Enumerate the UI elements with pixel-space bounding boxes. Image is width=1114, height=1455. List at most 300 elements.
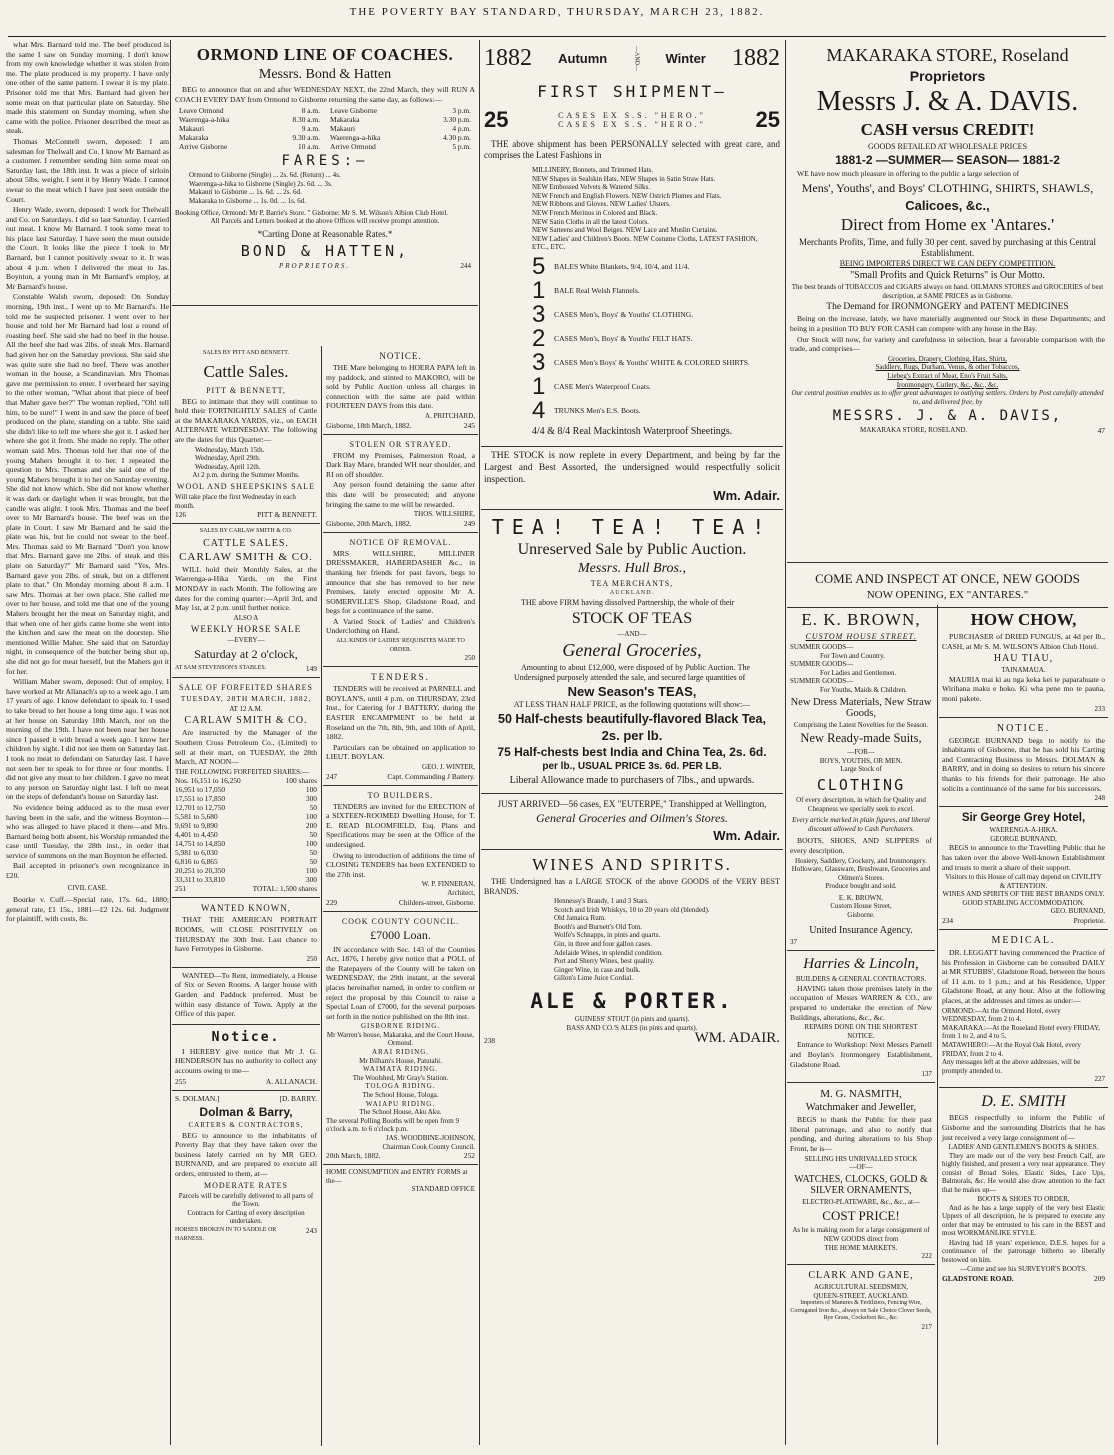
riding-place: Mr Warren's house, Makaraka, and the Court House, Ormond. — [326, 1030, 475, 1048]
following-shares: THE FOLLOWING FORFEITED SHARES:— — [175, 767, 309, 776]
summer-goods-target: For Youths, Maids & Children. — [820, 685, 907, 694]
allanach-notice — [172, 1025, 320, 1091]
auction-heading: Unreserved Sale by Public Auction. — [517, 540, 747, 558]
large-stock: Large Stock of — [840, 765, 882, 774]
wanted-heading: WANTED KNOWN, — [201, 903, 291, 914]
half-chests-india: 75 Half-chests best India and China Tea, 2s. 6d. — [497, 744, 767, 759]
home-text: HOME CONSUMPTION and ENTRY FORMS at the— — [326, 1168, 468, 1185]
guiness-text: GUINESS' STOUT (in pints and quarts). — [574, 1015, 690, 1024]
we-have-text: WE have now much pleasure in offering to the public a large selection of — [797, 169, 1020, 178]
stolen-strayed-advert — [323, 435, 478, 533]
proprietors-label: Proprietors — [909, 68, 986, 84]
stables-label: AT SAM STEVENSON'S STABLES. — [175, 664, 267, 671]
burnand-notice — [939, 718, 1108, 808]
shares-list — [175, 776, 317, 884]
mackintosh-text: 4/4 & 8/4 Real Mackintosh Waterproof Sheetings. — [531, 425, 733, 437]
bale-description: TRUNKS Men's E.S. Boots. — [554, 406, 641, 416]
now-opening: NOW OPENING, EX "ANTARES." — [866, 589, 1029, 601]
tenders-heading: TENDERS. — [371, 672, 430, 683]
share-range: 5,981 to 6,030 — [175, 848, 218, 858]
report-paragraph: Bail accepted in prisoner's own recognizance in £20. — [6, 861, 169, 881]
burnand-text: GEORGE BURNAND begs to notify to the inhabitants of Gisborne, that he has sold his Carting and Contracting Business to Messrs. DOLMAN & BARRY, and in doing so desires to return his sincere thanks to his friends for their patronage. He also solicits a continuance of the same for his successors. — [942, 735, 1105, 793]
motto-text: "Small Profits and Quick Returns" is Our Motto. — [850, 270, 1045, 282]
come-inspect: COME AND INSPECT AT ONCE, NEW GOODS — [815, 571, 1080, 586]
grey-text: BEGS to announce to the Travelling Public that he has taken over the above Well-known Establishment and trusts to merit a share of their support. — [942, 843, 1105, 872]
advert-number: 37 — [790, 937, 797, 946]
cases-number: 25 — [484, 107, 509, 132]
contracts-text: Contracts for Carting of every description undertaken. — [187, 1208, 305, 1226]
share-range: 12,701 to 12,750 — [175, 803, 226, 813]
booking-offices: Booking Office, Ormond: Mr P. Barrie's Store. " Gisborne: Mr S. M. Wilson's Albion Club Hotel. — [175, 208, 448, 217]
stolen-date: Gisborne, 20th March, 1882. — [326, 518, 412, 528]
carlaw-smith-advert — [172, 524, 320, 678]
advert-number: 252 — [463, 1151, 475, 1161]
riding-place: The Woolshed, Mr Gray's Station. — [352, 1073, 449, 1082]
being-text: Being on the increase, lately, we have materially augmented our Stock in these Departments; and being in a position TO BUY FOR CASH can compete with any house in the Bay. — [790, 314, 1105, 333]
riding-name: WAIAPU RIDING. — [365, 1099, 436, 1108]
forfeited-text: Are instructed by the Manager of the Southern Cross Petroleum Co., (Limited) to sell at their mart, on TUESDAY, the 28th March, AT NOON— — [175, 728, 317, 767]
wine-item: Adelaide Wines, in splendid condition. — [554, 948, 663, 957]
shipment-intro: THE above shipment has been PERSONALLY selected with great care, and comprises the Latest Fashions in — [484, 139, 780, 160]
tea-merchants: TEA MERCHANTS, — [590, 578, 674, 588]
column-divider — [785, 40, 786, 1445]
share-row — [175, 803, 317, 812]
column-divider — [479, 40, 480, 1445]
goods-item: Groceries, Drapery, Clothing, Hats, Shirts, — [887, 354, 1008, 363]
tenders-text: Particulars can be obtained on application to LIEUT. BOYLAN. — [326, 742, 475, 762]
wine-item: Wolfe's Schnapps, in pints and quarts. — [554, 931, 661, 940]
share-count: 200 — [305, 821, 317, 831]
advert-number: 255 — [175, 1076, 187, 1086]
ormond-proprietors: Messrs. Bond & Hatten — [258, 67, 392, 82]
council-heading: COOK COUNTY COUNCIL. — [341, 916, 460, 926]
advert-number: 149 — [305, 663, 317, 673]
messages-text: Any messages left at the above addresses, will be promptly attended to. — [942, 1058, 1081, 1075]
and-as-text: And as he has a large supply of the very best Elastic Uppers of all description, he is prepared to execute any order that may be entrusted to his care in the BEST and most WORKMANLIKE STYLE. — [942, 1203, 1105, 1238]
every-text: Of every description, in which for Quality and Cheapness we specially seek to excel. — [796, 795, 926, 813]
brown-heading: E. K. BROWN, — [801, 610, 921, 629]
selling-text: SELLING HIS UNRIVALLED STOCK — [804, 1154, 918, 1163]
tenders-signature: Capt. Commanding J Battery. — [387, 771, 475, 781]
begs-text: BEGS to thank the Public for their past liberal patronage, and also to notify that pending, and during alterations to his Shop Front, he is— — [790, 1115, 932, 1153]
horses-text: HORSES BROKEN IN TO SADDLE OR HARNESS. — [175, 1226, 277, 1242]
moderate-rates: MODERATE RATES — [203, 1180, 288, 1190]
stolen-signature: THOS. WILLSHIRE, — [413, 510, 475, 519]
advert-number: 137 — [921, 1070, 932, 1079]
demand-text: The Demand for IRONMONGERY and PATENT MEDICINES — [826, 302, 1069, 313]
produce-text: Produce bought and sold. — [825, 882, 897, 891]
burnand-signature: GEO. BURNAND, — [1050, 907, 1105, 916]
having-text: HAVING taken those premises lately in the occupation of Messrs WARREN & CO., are prepared to undertake the erection of New Buildings, alterations, &c., &c. — [790, 983, 932, 1022]
forfeited-date: TUESDAY, 28TH MARCH, 1882, — [180, 693, 312, 703]
cook-county-advert — [323, 912, 478, 1166]
council-signature: Chairman Cook County Council. — [382, 1142, 475, 1151]
summer-list — [790, 643, 932, 695]
share-range: 9,691 to 9,890 — [175, 821, 218, 831]
maori-text: MAURIA mai ki au nga keka kei te paparahuate o Wirihana maku e hoko. Ki wha pene mo te pauna, moni pakete. — [942, 674, 1105, 703]
importers-text: BEING IMPORTERS DIRECT WE CAN DEFY COMPETITION. — [839, 258, 1056, 268]
advert-number: 126 — [175, 510, 187, 520]
builders-address: Childers-street, Gisborne. — [398, 897, 475, 907]
bale-item — [532, 324, 770, 352]
share-count: 100 — [305, 839, 317, 849]
hull-bros: Messrs. Hull Bros., — [578, 560, 686, 576]
wool-heading: WOOL AND SHEEPSKINS SALE — [176, 481, 316, 491]
wine-item: Scotch and Irish Whiskys, 10 to 20 years old (blended). — [554, 905, 710, 914]
cattle-sales-heading: CATTLE SALES. — [203, 537, 289, 549]
builders-heading: TO BUILDERS. — [367, 790, 434, 800]
cattle-sales-heading: Cattle Sales. — [203, 361, 289, 381]
ormond-coaches-advert — [172, 40, 478, 306]
share-count: 100 — [305, 812, 317, 822]
wine-item: Old Jamaica Rum. — [554, 914, 606, 923]
sale-date: Wednesday, April 12th. — [195, 462, 261, 471]
riding-name: WAIMATA RIDING. — [362, 1065, 439, 1074]
builders-advert — [323, 786, 478, 912]
summer-goods-label: SUMMER GOODS— — [790, 660, 854, 669]
share-row — [175, 794, 317, 803]
tobaccos-text: The best brands of TOBACCOS and CIGARS always on hand. OILMANS STORES and GROCERIES of best description, at SAME PRICES as in Gisborne. — [791, 283, 1104, 300]
millinery-item: NEW Satin Cloths in all the latest Colors. — [532, 217, 649, 226]
stolen-text: FROM my Premises, Palmerston Road, a Dark Bay Mare, branded WH near shoulder, and RI on off shoulder. — [326, 450, 475, 479]
watches-heading: WATCHES, CLOCKS, GOLD & SILVER ORNAMENTS, — [794, 1173, 928, 1196]
makaraka-address: MAKARAKA STORE, ROSELAND. — [860, 426, 968, 435]
saturday-heading: Saturday at 2 o'clock, — [194, 646, 298, 661]
season-text: 1881-2 —SUMMER— SEASON— 1881-2 — [835, 153, 1060, 167]
sales-by-label: SALES BY PITT AND BENNETT. — [202, 350, 290, 356]
every-label: —EVERY— — [227, 636, 265, 645]
davis-column — [787, 40, 1108, 1448]
advert-column-2 — [172, 40, 478, 1448]
report-paragraph: No evidence being adduced as to the meat ever having been in the safe, and the witness Boynton—who was alleged to have placed it there—and Mrs. Barnard being both absent, his Worship remanded the case until Tuesday, the 28th inst., in order that service of summons on the man Boynton be effected. — [6, 802, 169, 860]
to-rent-text: WANTED—To Rent, immediately, a House of Six or Seven Rooms. A larger house with Garden and Paddock preferred. Must be within easy distance of Town. Apply at the Office of this paper. — [175, 970, 317, 1019]
advert-subcolumn-left — [172, 346, 320, 1248]
stock-of-teas: STOCK OF TEAS — [571, 609, 693, 627]
notice-text: THE Mare belonging to HOERA PAPA left in my paddock, and stinted to MAKORO, will be sold by Public Auction unless all charges in connection with the same are paid within FOURTEEN DAYS from this date. — [326, 363, 475, 411]
sales-by-label: SALES BY CARLAW SMITH & CO. — [199, 528, 293, 535]
hull-text: THE above FIRM having dissolved Partnership, the whole of their — [521, 597, 735, 607]
medical-advert — [939, 930, 1108, 1088]
share-count: 50 — [309, 803, 317, 813]
millinery-item: NEW French Merinos in Colored and Black. — [532, 208, 658, 217]
notice-signature: A. PRITCHARD, — [425, 411, 475, 420]
forfeited-heading: SALE OF FORFEITED SHARES — [178, 682, 313, 692]
share-row — [175, 830, 317, 839]
having-text: Having had 18 years' experience, D.E.S. hopes for a continuance of the patronage hitherto so liberally bestowed on him. — [942, 1238, 1105, 1264]
carlaw-text: WILL hold their Monthly Sales, at the Waerenga-a-Hika Yards, on the First MONDAY in each Month. The following are dates for the coming quarter:—April 3rd, and May 1st, at 2 p.m. until further notice. — [175, 564, 317, 613]
wool-text: Will take place the first Wednesday in each month. — [175, 492, 296, 510]
partner-name: [D. BARRY. — [279, 1093, 317, 1103]
wholesale-text: GOODS RETAILED AT WHOLESALE PRICES — [867, 142, 1028, 151]
riding-place: The School House, Aku Aku. — [359, 1108, 442, 1117]
price-india: per lb., USUAL PRICE 3s. 6d. PER LB. — [542, 760, 722, 772]
custom-house: CUSTOM HOUSE STREET. — [805, 632, 917, 641]
also-label: ALSO A — [233, 613, 259, 622]
carlaw-name: CARLAW SMITH & CO. — [184, 715, 308, 727]
advert-subcolumn-right — [939, 605, 1108, 1287]
stock-notice — [481, 447, 783, 510]
cases-number: 25 — [755, 107, 780, 132]
goods-item: Saddlery, Rugs, Durham, Venus, & other Tobaccos, — [875, 363, 1020, 372]
share-range: 17,551 to 17,850 — [175, 794, 226, 804]
timetable-outbound: Leave Ormond 8 a.m. Waerenga-a-hika 8.30 a.m. Makauri 9 a.m. Makaraka 9.30 a.m. Arrive Gisborne 10 a.m. — [179, 106, 320, 152]
ormond-signature-sub: PROPRIETORS. — [279, 261, 351, 270]
bale-quantity: 5 — [532, 252, 546, 280]
report-paragraph: Henry Wade, sworn, deposed: I work for Thelwall and Co. on Saturdays. I did so last Saturday. I carried out meat. I know Mr Barnard. I took some meat to his place last Saturday. I have seen the meat outside the Court. It looks like the piece I took to Mr Barnard, but I cannot positively swear to it. It was about 4 p.m. when I delivered the meat to Jas. Boynton, a young man in Mr Barnard's employ, at Mr Barnard's house. — [6, 205, 169, 291]
millinery-item: NEW French and English Flowers. NEW Ostrich Plumes and Flats. — [532, 191, 722, 200]
carlaw-name: CARLAW SMITH & CO. — [179, 550, 313, 563]
leggatt-text: DR. LEGGATT having commenced the Practice of his Profession in Gisborne can be consulted DAILY at MR STUBBS', Gladstone Road, between the hours of 11 a.m. to 1 p.m.; and at his Residence, Upper Gladstone Road, at any hour. Also at the following places, at the addresses and times as under:— — [942, 948, 1105, 1006]
summer-goods-label: SUMMER GOODS— — [790, 677, 854, 686]
auckland-label: AUCKLAND. — [609, 589, 655, 596]
millinery-item: NEW Shapes in Sealskin Hats. NEW Shapes in Satin Straw Hats. — [532, 174, 716, 183]
autumn-label: Autumn — [558, 51, 608, 66]
making-room-text: As he is making room for a large consignment of NEW GOODS direct from — [792, 1226, 930, 1243]
share-range: 6,816 to 6,865 — [175, 857, 218, 867]
advert-number: 250 — [464, 654, 475, 663]
tainamaua-label: TAINAMAUA. — [1001, 666, 1046, 675]
ormond-signature: BOND & HATTEN, — [240, 241, 410, 260]
amounting-text: Amounting to about £12,000, were disposed of by Public Auction. The Undersigned purposely attended the sale, and secured large quantities of — [514, 663, 750, 682]
notice-heading: NOTICE. — [996, 722, 1051, 734]
removal-text: ALL KINDS OF LADIES' REQUISITES MADE TO ORDER. — [336, 638, 465, 653]
share-row — [175, 839, 317, 848]
builders-signature: W. P. FINNERAN, — [421, 880, 475, 889]
makaraka-store-advert — [787, 40, 1108, 563]
bale-item — [532, 300, 770, 328]
advert-number: 222 — [921, 1252, 932, 1261]
ladies-text: LADIES' AND GENTLEMEN'S BOOTS & SHOES. — [948, 1143, 1099, 1152]
brown-signature: Custom House Street, — [830, 902, 892, 911]
half-chests-black: 50 Half-chests beautifully-flavored Black Tea, — [498, 711, 766, 726]
of-label: —OF— — [849, 1163, 873, 1172]
clark-heading: CLARK AND GANE, — [808, 1270, 914, 1282]
just-arrived-advert — [481, 794, 783, 850]
for-label: —FOR— — [847, 748, 875, 757]
grey-hotel-heading: Sir George Grey Hotel, — [961, 812, 1086, 825]
wine-item: Ginger Wine, in case and bulk. — [554, 965, 641, 974]
adair-signature: Wm. Adair. — [713, 487, 780, 503]
repairs-text: REPAIRS DONE ON THE SHORTEST NOTICE. — [804, 1023, 918, 1040]
adair-signature: WM. ADAIR. — [694, 1030, 780, 1047]
brown-signature: Gisborne. — [847, 911, 875, 920]
share-row — [175, 848, 317, 857]
share-range: 20,251 to 20,350 — [175, 866, 226, 876]
advert-number: 245 — [463, 420, 475, 430]
column-divider — [321, 346, 322, 1446]
and-label: —AND— — [633, 46, 640, 71]
tenders-text: TENDERS will be received at PARNELL and BOYLAN'S, until 4 p.m. on THURSDAY, 23rd Inst., for Catering for J BATTERY, during the EASTER ENCAMPMENT to be held at Roseland on the 7th, 8th, 9th, and 10th of April, 1882. — [326, 684, 475, 742]
wanted-known-advert — [172, 898, 320, 967]
less-than-text: AT LESS THAN HALF PRICE, as the following quotations will show:— — [513, 700, 751, 710]
wines-spirits-advert — [481, 850, 783, 1049]
ormond-timetable — [179, 106, 471, 151]
merchants-text: Merchants Profits, Time, and fully 30 per cent. saved by purchasing at this Central Establishment. — [799, 236, 1096, 258]
column-divider — [170, 40, 171, 1445]
adair-column — [481, 40, 783, 1448]
cost-price: COST PRICE! — [822, 1208, 900, 1224]
bale-quantity: 1 — [532, 372, 546, 400]
fare-line: Makauri to Gisborne ... 1s. 6d. ... 2s. 6d. — [189, 188, 302, 197]
queen-text: QUEEN-STREET, AUCKLAND. — [813, 1291, 909, 1300]
court-report-column — [6, 40, 169, 1448]
summer-goods-label: SUMMER GOODS— — [790, 643, 854, 651]
bale-item — [532, 348, 770, 376]
report-paragraph: Thomas McConnell sworn, deposed: I am salesman for Thelwall and Co. I know Mr Barnard as a customer. I remember sending him some meat on Saturday last, the 18th inst. It was a piece of sirloin about 5lbs. weight. I sent it by Henry Wade. I cannot swear to the meat which I have just seen outside the Court. — [6, 136, 169, 204]
practice-place: ORMOND:—At the Ormond Hotel, every WEDNESDAY, from 2 to 4. — [942, 1006, 1061, 1024]
wines-list — [484, 897, 780, 983]
builders-text: Owing to introduction of additions the time of CLOSING TENDERS has been EXTENDED to the 27th inst. — [326, 850, 475, 879]
cases-text: CASES EX S.S. "HERO." — [558, 111, 706, 120]
report-paragraph: what Mrs. Barnard told me. The beef produced is the same I saw on Sunday morning. I don't know from my own knowledge whether it was stolen from me. The plate produced is my property. I have only one other of the same pattern. I swear it is my plate. Prisoner told me that Mrs. Barnard had given her some meat on that particular plate on Saturday. She made this statement on Sunday morning, when she came with the police. Prisoner described the meat as steak. — [6, 40, 169, 136]
sale-date: Wednesday, April 29th. — [195, 454, 261, 463]
wine-item: Port and Sherry Wines, best quality. — [554, 957, 655, 966]
direct-heading: Direct from Home ex 'Antares.' — [840, 214, 1055, 234]
removal-notice — [323, 533, 478, 668]
advert-number: 244 — [460, 261, 471, 270]
share-row — [175, 866, 317, 875]
weekly-horse-sale: WEEKLY HORSE SALE — [190, 624, 302, 635]
visitors-text: Visitors to this House of call may depend on CIVILITY & ATTENTION. — [945, 873, 1102, 890]
fare-line: Ormond to Gisborne (Single) ... 2s. 6d. (Return) ... 4s. — [189, 171, 341, 180]
dolman-text: BEG to announce to the inhabitants of Poverty Bay that they have taken over the business lately carried on by MR GEO. BURNAND, and are prepared to execute all orders, entrusted to them, at— — [175, 1130, 317, 1178]
ormond-intro: BEG to announce that on and after WEDNESDAY NEXT, the 22nd March, they will RUN A COACH EVERY DAY from Ormond to Gisborne returning the same day, as follows:— — [175, 85, 475, 104]
smith-heading: D. E. SMITH — [981, 1093, 1066, 1111]
removal-text: A Varied Stock of Ladies' and Children's Underclothing on Hand. — [326, 616, 475, 636]
general-oilmen: General Groceries and Oilmen's Stores. — [536, 810, 728, 825]
riding-place: Mr Bilham's House, Patutahi. — [359, 1056, 442, 1065]
bale-quantity: 4 — [532, 396, 546, 424]
purchaser-text: PURCHASER of DRIED FUNGUS, at 4d per lb., CASH, at Mr S. M. WILSON'S Albion Club Hotel. — [942, 632, 1105, 651]
top-rule — [8, 36, 1106, 37]
share-row — [175, 821, 317, 830]
fares-heading: FARES:— — [281, 153, 369, 170]
cases-banner — [484, 105, 780, 135]
bale-description: CASES Men's Boys' & Youths' WHITE & COLORED SHIRTS. — [554, 358, 750, 368]
share-range: 5,581 to 5,680 — [175, 812, 218, 822]
goods-list — [790, 355, 1105, 389]
just-arrived-text: JUST ARRIVED—56 cases, EX "EUTERPE," Transhipped at Wellington, — [497, 798, 767, 809]
gladstone-road: GLADSTONE ROAD. — [942, 1273, 1014, 1283]
and-label: —AND— — [617, 629, 647, 638]
adair-signature: Wm. Adair. — [713, 827, 780, 843]
variety-text: Our Stock will now, for variety and carefulness in selection, bear a favorable comparison with the trade, and comprises— — [790, 334, 1105, 354]
council-signature: JAS. WOODBINE-JOHNSON, — [385, 1134, 475, 1142]
boys-text: BOYS, YOUTHS, OR MEN. — [819, 756, 903, 765]
advert-number: 227 — [1094, 1075, 1105, 1084]
tea-advert — [481, 510, 783, 794]
riding-place: The School House, Tologa. — [362, 1091, 439, 1100]
entrance-text: Entrance to Workshop: Next Messrs Parnell and Boylan's Ironmongery Establishment, Gladstone Road. — [790, 1040, 932, 1069]
notice-date: Gisborne, 18th March, 1882. — [326, 420, 412, 430]
advert-number: 243 — [305, 1225, 317, 1235]
wool-signature: PITT & BENNETT. — [257, 510, 317, 520]
notice-text: I HEREBY give notice that Mr J. G. HENDERSON has no authority to collect any accounts owing to me— — [175, 1046, 317, 1075]
partner-name: S. DOLMAN.] — [175, 1093, 220, 1103]
advert-number: 238 — [484, 1036, 496, 1046]
riding-name: TOLOGA RIDING. — [365, 1082, 436, 1091]
hau-heading: HAU TIAU, — [993, 653, 1054, 665]
smith-advert — [939, 1088, 1108, 1287]
harries-lincoln-advert — [787, 951, 935, 1083]
masthead: THE POVERTY BAY STANDARD, THURSDAY, MARCH 23, 1882. — [349, 6, 765, 18]
winter-label: Winter — [665, 51, 706, 66]
boots-order: BOOTS & SHOES TO ORDER, — [977, 1195, 1070, 1204]
bale-quantity: 1 — [532, 276, 546, 304]
to-rent-advert — [172, 968, 320, 1025]
builders-text: TENDERS are invited for the ERECTION of a SIXTEEN-ROOMED Dwelling House, for T. E. READ BLOOMFIELD, Esq. Plans and Specifications may be seen at the Office of the undersigned. — [326, 801, 475, 849]
goods-item: Ironmongery, Cutlery, &c., &c., &c. — [896, 380, 999, 389]
share-row — [175, 875, 317, 884]
millinery-item: NEW Satteens and Wool Beiges. NEW Lace and Muslin Curtains. — [532, 226, 718, 235]
millinery-item: MILLINERY, Bonnets, and Trimmed Hats. — [532, 166, 654, 174]
riding-name: ARAI RIDING. — [371, 1048, 430, 1057]
advert-number: 217 — [921, 1322, 932, 1331]
proprietor-label: Proprietor. — [1073, 916, 1105, 926]
pitt-bennett-advert — [172, 346, 320, 524]
tenders-advert — [323, 667, 478, 785]
new-season-teas: New Season's TEAS, — [567, 684, 697, 700]
seedsmen-text: AGRICULTURAL SEEDSMEN, — [814, 1283, 908, 1292]
dolman-heading: Dolman & Barry, — [199, 1104, 293, 1119]
civil-case-heading: CIVIL CASE. — [67, 883, 108, 892]
removal-text: MRS WILLSHIRE, MILLINER DRESSMAKER, HABERDASHER &c., in thanking her friends for past favors, begs to announce that she has removed to her new Premises, lately erected opposite Mr A. SOMERVILLE'S Shop, Gladstone Road, and begs for a continuance of the same. — [326, 548, 475, 616]
dolman-barry-advert — [172, 1091, 320, 1248]
summer-goods-target: For Town and Country. — [820, 651, 886, 660]
general-groceries: General Groceries, — [562, 640, 702, 661]
share-range: Nos. 16,151 to 16,250 — [175, 776, 241, 786]
advert-number: 209 — [1093, 1273, 1105, 1283]
parcels-note: All Parcels and Letters booked at the above Offices will receive prompt attention. — [210, 217, 440, 226]
millinery-item: NEW Ribbons and Gloves. NEW Ladies' Ulsters. — [532, 200, 671, 209]
clark-gane-advert — [787, 1265, 935, 1335]
report-paragraph: Constable Walsh sworn, deposed: On Sunday morning, 19th inst., I went up to Mr Barnard's. He told me he suspected prisoner. I went over to her house and told her Mr Barnard had lost a round of roasting beef. She said she had no beef in the house. All the beef she had was 2lbs. of steak Mrs. Barnard had given her on the Saturday previous. She said she was quite sure she had no beef. There was another woman in the house, a Scandinavian. Mrs Thomas gave me permission to enter. I overheard her saying to the other woman, "What about that piece of beef that Maher gave her?" The woman replied, "Oh! tell him, to be sure!" I went in and saw the piece of beef produced on the plate, standing on a table. She said she didn't like to tell me where she got it. I asked her where she got it from. She made no reply. The other woman said Mrs. Thomas told her that one of the young Mahers brought it to her. I repeated the question to Mrs. Thomas and she said one of the young Mahers brought it to her on Saturday evening. She did not know which. She did not know whether it was dark or daylight when it was brought, but the candle was alight. I took Mrs. Thomas and the beef over to Mr Barnard's house. The beef was on the plate in Court. I saw Mr Barnard and he said the plate was his, but he could not swear to the beef. Mrs. Thomas said to Mr Barnard "Don't you know that Mrs. Barnard gave me 2lbs. of steak and this plate on Saturday?" Mr Barnard said "Yes, Mrs. Barnard gave you 2lbs. of steak, but on a different plate to that." On Monday morning about 8 a.m. I saw Mrs. Thomas at her own place. She called me over to her house, and told me that one of the young Mahers brought her the meat on Saturday night, and that when one of her girls came home she went into the kitchen and saw the meat on the doorstep. She mentioned Willie Maher. She said that on Saturday night, in consequence of the butcher being shut up, she did not go for meat herself, but the Mahers got it for her. — [6, 292, 169, 676]
grey-hotel-advert — [939, 807, 1108, 930]
dress-heading: New Dress Materials, New Straw Goods, — [790, 696, 932, 719]
share-count: 50 — [309, 857, 317, 867]
forfeited-time: AT 12 A.M. — [229, 704, 263, 713]
bale-item — [532, 396, 770, 424]
wine-item: Gin, in three and four gallon cases. — [554, 940, 652, 949]
dates-note: At 2 p.m. during the Summer Months. — [192, 471, 300, 480]
bass-text: BASS AND CO.'S ALES (in pints and quarts). — [566, 1023, 698, 1032]
come-text: —Come and see his SURVEYOR'S BOOTS. — [960, 1265, 1087, 1274]
share-range: 16,951 to 17,050 — [175, 785, 226, 795]
advert-number: 250 — [306, 954, 317, 963]
share-count: 50 — [309, 830, 317, 840]
stabling-text: GOOD STABLING ACCOMMODATION. — [962, 898, 1085, 907]
year-right: 1882 — [732, 45, 780, 71]
ale-porter-heading: ALE & PORTER. — [530, 989, 734, 1014]
share-row — [175, 857, 317, 866]
bale-item — [532, 276, 770, 304]
home-sub: STANDARD OFFICE — [411, 1185, 475, 1194]
price-black: 2s. per lb. — [601, 727, 663, 743]
share-row — [175, 785, 317, 794]
practice-place: MAKARAKA:—At the Roseland Hotel every FRIDAY, from 1 to 2, and 4 to 5. — [942, 1023, 1100, 1041]
store-heading: MAKARAKA STORE, Roseland — [826, 45, 1069, 65]
bale-description: CASES Men's, Boys' & Youths' CLOTHING. — [554, 310, 694, 320]
bale-description: BALES White Blankets, 9/4, 10/4, and 11/4. — [554, 262, 690, 272]
tea-heading: TEA! TEA! TEA! — [491, 514, 773, 539]
advert-number: 248 — [1094, 794, 1105, 803]
nasmith-heading: M. G. NASMITH, — [820, 1088, 902, 1101]
electro-text: ELECTRO-PLATEWARE, &c., &c., at— — [802, 1197, 920, 1206]
summer-goods-target: For Ladies and Gentlemen. — [820, 668, 897, 677]
bale-description: CASES Men's, Boys' & Youths' FELT HATS. — [554, 334, 693, 344]
share-count: 50 — [309, 848, 317, 858]
report-paragraph: William Maher sworn, deposed: Out of employ. I have worked at Mr Allanach's up to a week ago. I am 17 years of age. I know defendant to speak to. I used to take bread to her house a long time ago. I was not at her house on Saturday 18th March, nor on the morning of the 19th. I have not been near her house since I passed it with bread a week ago. I know her children by sight. I did not see them on Saturday last. I took no meat to defendant on Saturday last. I have not seen her to speak to for three or four months. I did not give any meat to her children. I gave no meat to any person on Saturday night last. I left no meat on the steps of defendant's house on Saturday last. — [6, 677, 169, 802]
